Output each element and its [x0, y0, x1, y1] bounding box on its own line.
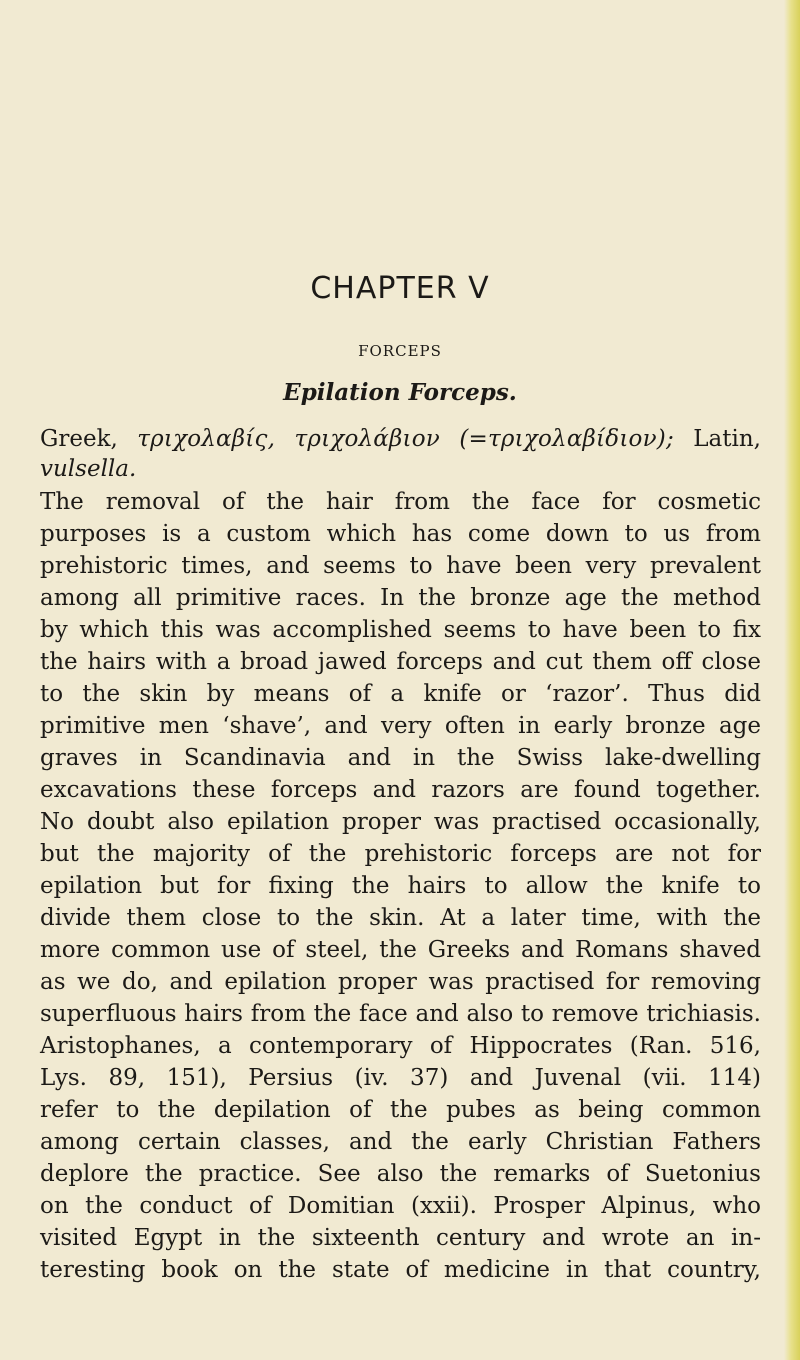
section-title: FORCEPS — [358, 342, 442, 360]
body-line: deplore the practice. See also the remarks of Suetonius — [40, 1161, 761, 1187]
body-line: No doubt also epilation proper was practised occasionally, — [40, 809, 761, 835]
greek-label: Greek, — [40, 426, 118, 452]
body-line: The removal of the hair from the face for cosmetic — [40, 489, 761, 515]
body-line: on the conduct of Domitian (xxii). Prosper Alpinus, who — [40, 1193, 761, 1219]
body-line: refer to the depilation of the pubes as being common — [40, 1097, 761, 1123]
body-line: teresting book on the state of medicine in that country, — [40, 1257, 761, 1283]
body-line: the hairs with a broad jawed forceps and cut them off close — [40, 649, 761, 675]
body-line: graves in Scandinavia and in the Swiss lake-dwelling — [40, 745, 761, 771]
chapter-title: CHAPTER V — [310, 271, 490, 306]
subsection-title: Epilation Forceps. — [283, 379, 517, 406]
body-line: prehistoric times, and seems to have been very prevalent — [40, 553, 761, 579]
body-line: more common use of steel, the Greeks and Romans shaved — [40, 937, 761, 963]
greek-term-2: τριχολάβιον — [294, 426, 440, 452]
latin-term: vulsella. — [40, 456, 137, 482]
body-line: Aristophanes, a contemporary of Hippocrates (Ran. 516, — [40, 1033, 761, 1059]
body-line: among certain classes, and the early Christian Fathers — [40, 1129, 761, 1155]
body-line: epilation but for fixing the hairs to allow the knife to — [40, 873, 761, 899]
body-line: visited Egypt in the sixteenth century and wrote an in- — [40, 1225, 761, 1251]
body-line: superfluous hairs from the face and also to remove trichiasis. — [40, 1001, 761, 1027]
body-line: purposes is a custom which has come down to us from — [40, 521, 761, 547]
body-line: as we do, and epilation proper was practised for removing — [40, 969, 761, 995]
body-line: Lys. 89, 151), Persius (iv. 37) and Juvenal (vii. 114) — [40, 1065, 761, 1091]
body-line: to the skin by means of a knife or ‘razor’. Thus did — [40, 681, 761, 707]
page-edge — [784, 0, 800, 1360]
body-line: divide them close to the skin. At a later time, with the — [40, 905, 761, 931]
greek-equivalent: (=τριχολαβίδιον); — [459, 426, 674, 452]
body-line: by which this was accomplished seems to have been to fix — [40, 617, 761, 643]
body-line: primitive men ‘shave’, and very often in early bronze age — [40, 713, 761, 739]
greek-term-line — [40, 425, 761, 453]
body-line: excavations these forceps and razors are found together. — [40, 777, 761, 803]
body-line: among all primitive races. In the bronze age the method — [40, 585, 761, 611]
latin-label: Latin, — [693, 426, 761, 452]
greek-term-1: τριχολαβίς, — [137, 426, 276, 452]
body-line: but the majority of the prehistoric forceps are not for — [40, 841, 761, 867]
